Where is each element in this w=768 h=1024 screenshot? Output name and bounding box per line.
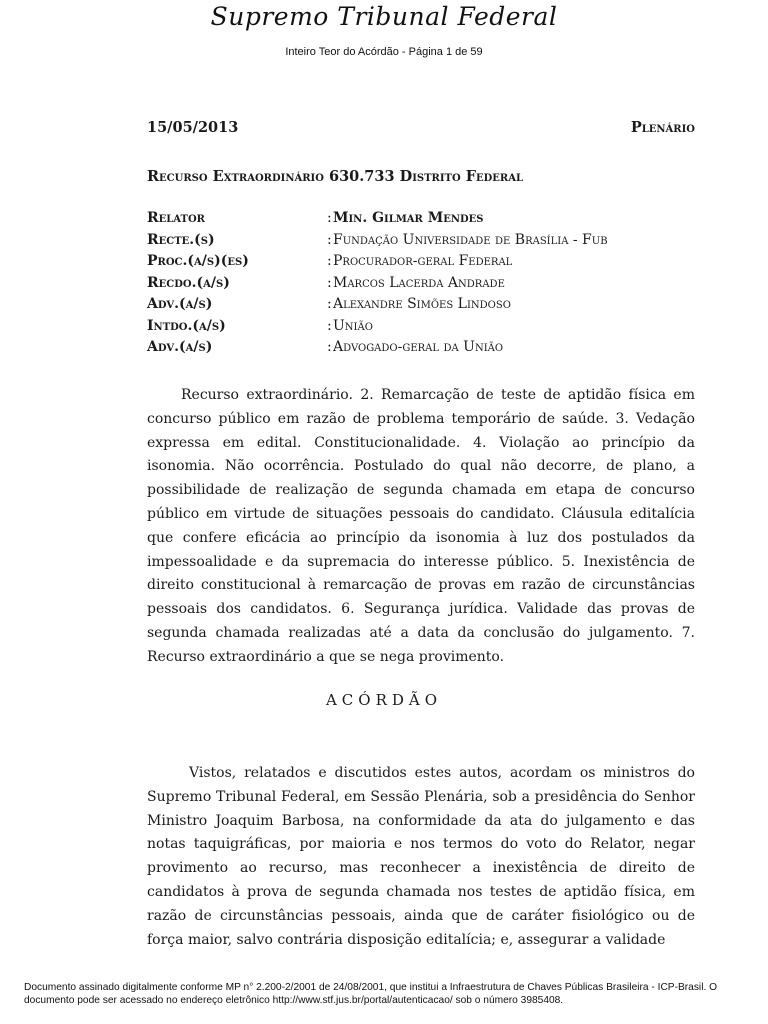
party-row-recdo	[147, 275, 707, 297]
party-value: União	[333, 317, 373, 334]
party-value: Alexandre Simões Lindoso	[333, 296, 511, 312]
party-colon: :	[327, 274, 332, 291]
party-value: Fundação Universidade de Brasília - Fub	[333, 231, 608, 248]
ementa-paragraph: Recurso extraordinário. 2. Remarcação de teste de aptidão física em concurso público em razão de problema temporário de saúde. 3. Vedação expressa em edital. Constitucionalidade. 4. Violação ao princípio da isonomia. Não ocorrência. Postulado do qual não decorre, de plano, a possibilidade de realização de segunda chamada em etapa de concurso público em virtude de situações pessoais do candidato. Cláusula editalícia que confere eficácia ao princípio da isonomia à luz dos postulados da impessoalidade e da supremacia do interesse público. 5. Inexistência de direito constitucional à remarcação de provas em razão de circunstâncias pessoais dos candidatos. 6. Segurança jurídica. Validade das provas de segunda chamada realizadas até a data da conclusão do julgamento. 7. Recurso extraordinário a que se nega provimento.	[147, 387, 695, 665]
party-label: Adv.(a/s)	[147, 339, 213, 355]
party-row-adv-2	[147, 339, 707, 361]
party-colon: :	[327, 296, 332, 312]
party-label: Relator	[147, 210, 205, 226]
acordao-paragraph: Vistos, relatados e discutidos estes autos, acordam os ministros do Supremo Tribunal Federal, em Sessão Plenária, sob a presidência do Senhor Ministro Joaquim Barbosa, na conformidade da ata do julgamento e das notas taquigráficas, por maioria e nos termos do voto do Relator, negar provimento ao recurso, mas reconhecer a inexistência de direito de candidatos à prova de segunda chamada nos testes de aptidão física, em razão de circunstâncias pessoais, ainda que de caráter fisiológico ou de força maior, salvo contrária disposição editalícia; e, assegurar a validade	[147, 765, 695, 948]
party-value: Marcos Lacerda Andrade	[333, 274, 505, 291]
judging-body: Plenário	[630, 119, 695, 136]
party-label: Proc.(a/s)(es)	[147, 253, 249, 269]
page-info: Inteiro Teor do Acórdão - Página 1 de 59	[285, 46, 483, 58]
parties-list	[147, 210, 707, 361]
case-title: Recurso Extraordinário 630.733 Distrito Federal	[147, 168, 524, 185]
party-colon: :	[327, 317, 332, 334]
party-colon: :	[327, 210, 332, 226]
party-row-adv-1	[147, 296, 707, 318]
party-label: Recdo.(a/s)	[147, 274, 230, 291]
party-value: Min. Gilmar Mendes	[333, 210, 484, 226]
party-label: Intdo.(a/s)	[147, 317, 226, 334]
party-label: Recte.(s)	[147, 231, 215, 248]
party-row-intdo	[147, 318, 707, 340]
party-colon: :	[327, 253, 332, 269]
court-name-header: Supremo Tribunal Federal	[210, 2, 558, 31]
party-value: Advogado-geral da União	[333, 339, 504, 355]
party-row-proc	[147, 253, 707, 275]
party-colon: :	[327, 231, 332, 248]
acordao-heading: ACÓRDÃO	[325, 691, 443, 709]
digital-signature-note: Documento assinado digitalmente conforme MP n° 2.200-2/2001 de 24/08/2001, que institui a Infraestrutura de Chaves Públicas Brasileira - ICP-Brasil. O documento pode ser acessado no endereço eletrônico http://www.stf.jus.br/portal/autenticacao/ sob o número 3985408.	[24, 982, 718, 1006]
judgment-date: 15/05/2013	[147, 119, 239, 136]
party-colon: :	[327, 339, 332, 355]
party-label: Adv.(a/s)	[147, 296, 213, 312]
party-row-recte	[147, 232, 707, 254]
party-row-relator	[147, 210, 707, 232]
party-value: Procurador-geral Federal	[333, 253, 513, 269]
